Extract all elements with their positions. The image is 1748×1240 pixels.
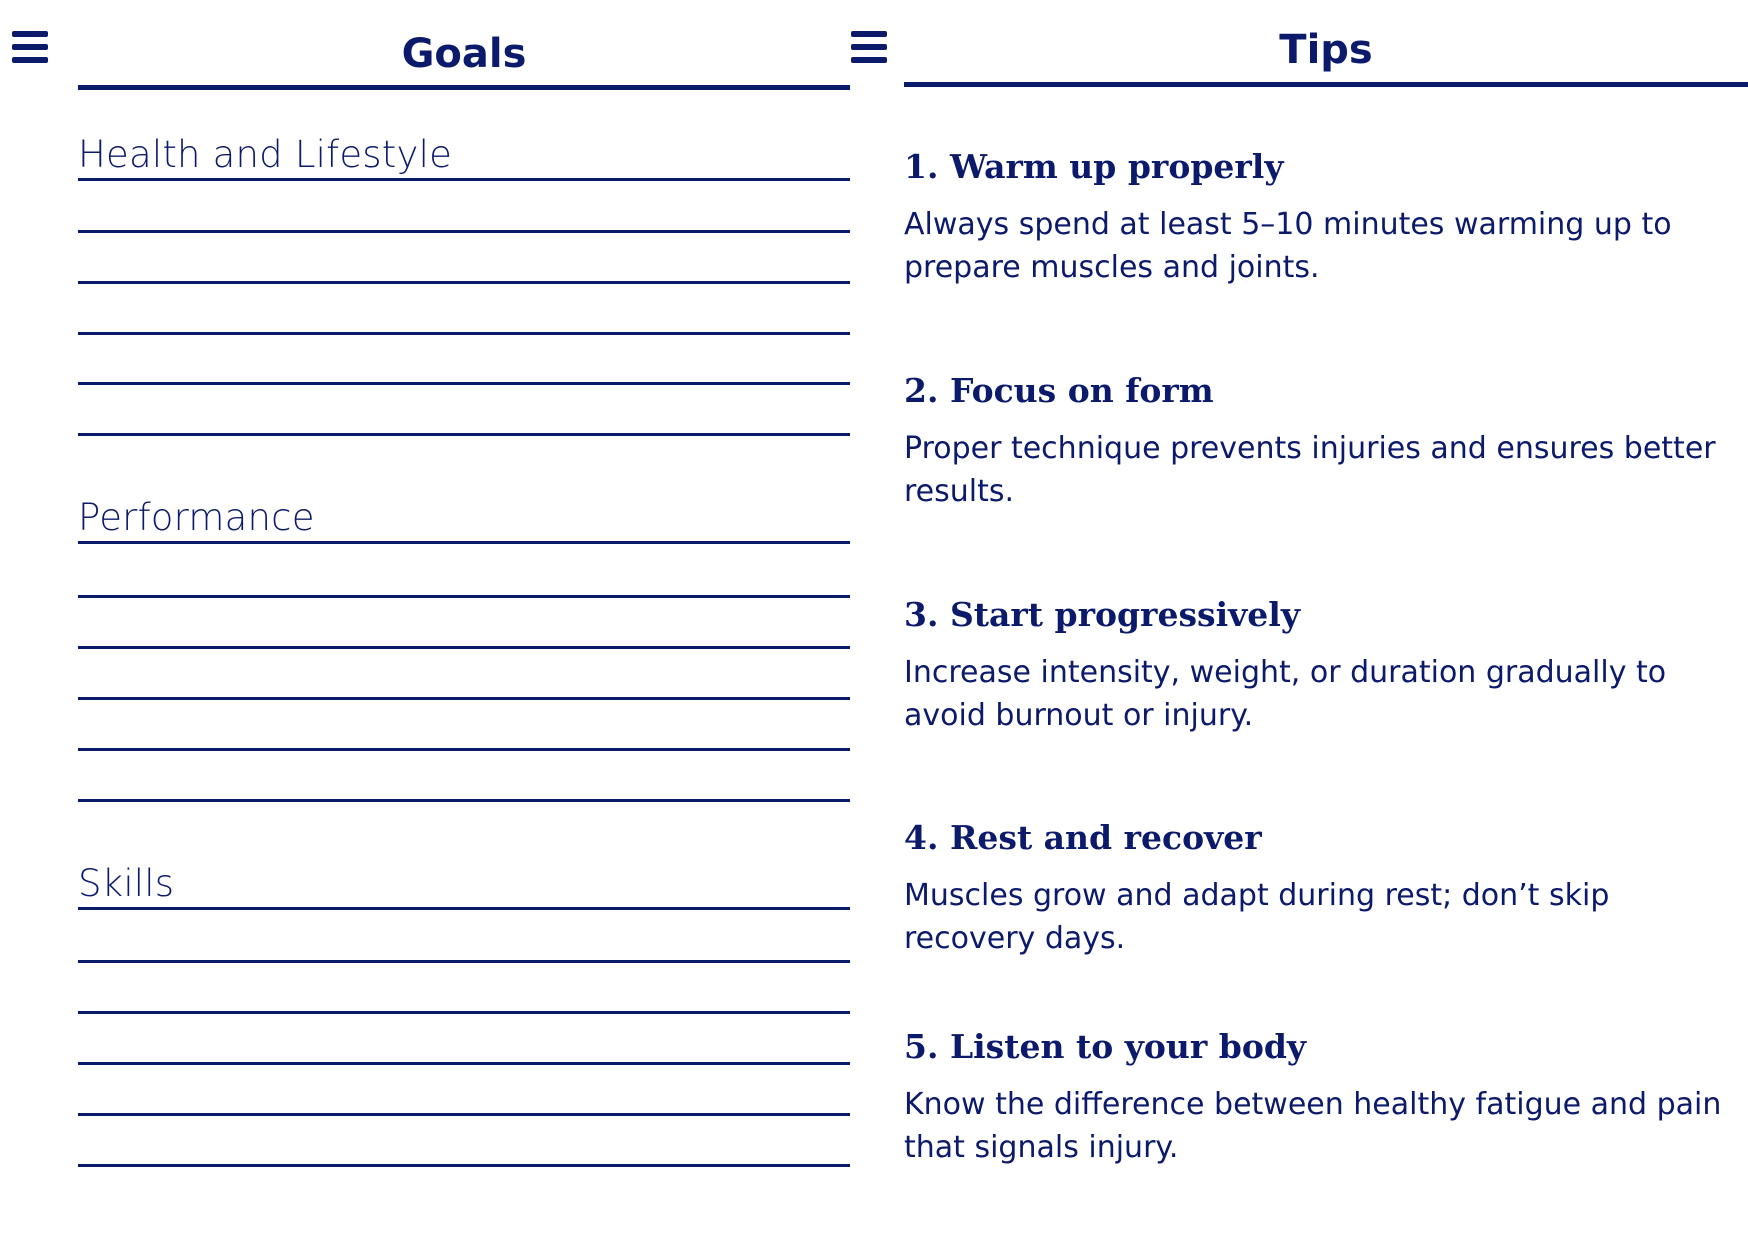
goal-line[interactable] xyxy=(78,595,850,598)
goal-line[interactable] xyxy=(78,1011,850,1014)
goal-line[interactable] xyxy=(78,960,850,963)
goal-line[interactable] xyxy=(78,332,850,335)
tip-heading: 4. Rest and recover xyxy=(904,818,1262,857)
tips-title: Tips xyxy=(1279,27,1373,73)
goal-line[interactable] xyxy=(78,541,850,544)
tip-heading: 5. Listen to your body xyxy=(904,1027,1307,1066)
tip-item xyxy=(904,1027,1748,1169)
tip-body: Increase intensity, weight, or duration gradually to avoid burnout or injury. xyxy=(904,655,1667,733)
tip-body: Proper technique prevents injuries and ensures better results. xyxy=(904,431,1716,509)
tip-heading: 1. Warm up properly xyxy=(904,147,1284,186)
section-label-performance: Performance xyxy=(78,496,315,539)
tip-heading: 3. Start progressively xyxy=(904,595,1301,634)
goal-line[interactable] xyxy=(78,748,850,751)
goal-line[interactable] xyxy=(78,799,850,802)
tip-item xyxy=(904,595,1748,737)
goal-line[interactable] xyxy=(78,230,850,233)
goal-line[interactable] xyxy=(78,433,850,436)
tip-item xyxy=(904,147,1748,289)
goal-line[interactable] xyxy=(78,1113,850,1116)
goal-line[interactable] xyxy=(78,697,850,700)
tip-item xyxy=(904,371,1748,513)
goal-line[interactable] xyxy=(78,281,850,284)
goals-menu-icon[interactable] xyxy=(12,31,48,65)
goals-title-rule xyxy=(78,85,850,90)
tips-menu-icon[interactable] xyxy=(851,31,887,65)
goal-line[interactable] xyxy=(78,382,850,385)
goal-line[interactable] xyxy=(78,1062,850,1065)
tips-title-rule xyxy=(904,82,1748,87)
goal-line[interactable] xyxy=(78,646,850,649)
tip-item xyxy=(904,818,1748,960)
tip-body: Muscles grow and adapt during rest; don’t skip recovery days. xyxy=(904,878,1610,956)
section-label-skills: Skills xyxy=(78,862,175,905)
tip-heading: 2. Focus on form xyxy=(904,371,1214,410)
goal-line[interactable] xyxy=(78,907,850,910)
goal-line[interactable] xyxy=(78,1164,850,1167)
tip-body: Know the difference between healthy fatigue and pain that signals injury. xyxy=(904,1087,1722,1165)
goals-title: Goals xyxy=(401,31,527,77)
goal-line[interactable] xyxy=(78,178,850,181)
tip-body: Always spend at least 5–10 minutes warming up to prepare muscles and joints. xyxy=(904,207,1672,285)
section-label-health-lifestyle: Health and Lifestyle xyxy=(78,133,453,176)
